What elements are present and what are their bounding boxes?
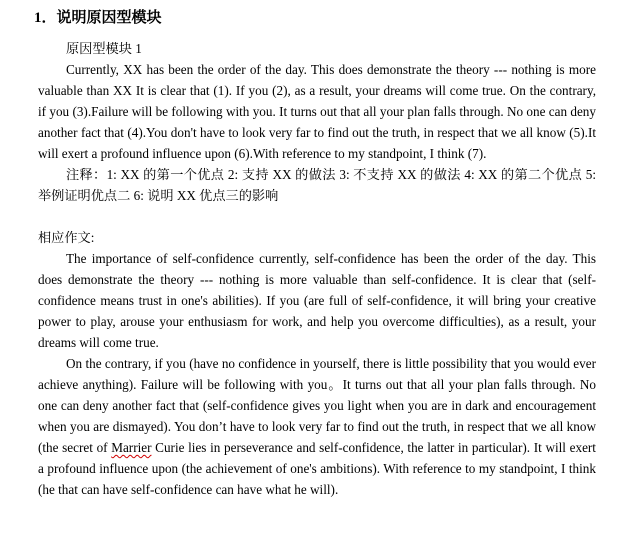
- module-template-paragraph: Currently, XX has been the order of the day. This does demonstrate the theory --- nothing is more valuable than XX It is clear that (1). If you (2), as a result, your dreams will come true. On the contrary, if you (3).Failure will be following with you. It turns out that all your plan falls through. No one can deny another fact that (4).You don't have to look very far to find out the truth, in respect that we all know (5).It will exert a profound influence upon (6).With reference to my standpoint, I think (7).: [38, 62, 596, 161]
- essay-paragraph-1: The importance of self-confidence currently, self-confidence has been the order of the day. This does demonstrate the theory --- nothing is more valuable than self-confidence. It is clear that (self-confidence means trust in one's abilities). If you (are full of self-confidence, it will bring your creative power to play, arouse your enthusiasm for work, and help you overcome difficulties), as a result, your dreams will come true.: [38, 251, 596, 350]
- blank-line: [38, 206, 596, 227]
- document-page: [34, 8, 596, 500]
- spellcheck-flagged-word: Marrier: [111, 440, 152, 455]
- section-heading: 1．说明原因型模块: [34, 10, 162, 26]
- essay-paragraph-2-end: Curie lies in perseverance and self-confidence, the latter in particular). It will exert a profound influence upon (the achievement of one's ambitions). With reference to my standpoint, I think (he that can have self-confidence can have what he will).: [38, 440, 596, 497]
- essay-paragraph-2-start: On the contrary, if you (have no confidence in yourself, there is little possibility that you would ever achieve anything). Failure will be following with you。It turns out that all your plan falls through. No one can deny another fact that (self-confidence gives you light when you are in dark and encouragement when you are dismayed). You don’t have to look very far to find out the truth, in respect that we all know (the secret of: [38, 356, 596, 455]
- essay-label: 相应作文:: [38, 230, 95, 245]
- notes-paragraph: 注释：1: XX 的第一个优点 2: 支持 XX 的做法 3: 不支持 XX 的做法 4: XX 的第二个优点 5: 举例证明优点二 6: 说明 XX 优点三的影响: [38, 167, 596, 203]
- essay-paragraph-2: [38, 353, 596, 500]
- module-title: 原因型模块 1: [66, 41, 142, 56]
